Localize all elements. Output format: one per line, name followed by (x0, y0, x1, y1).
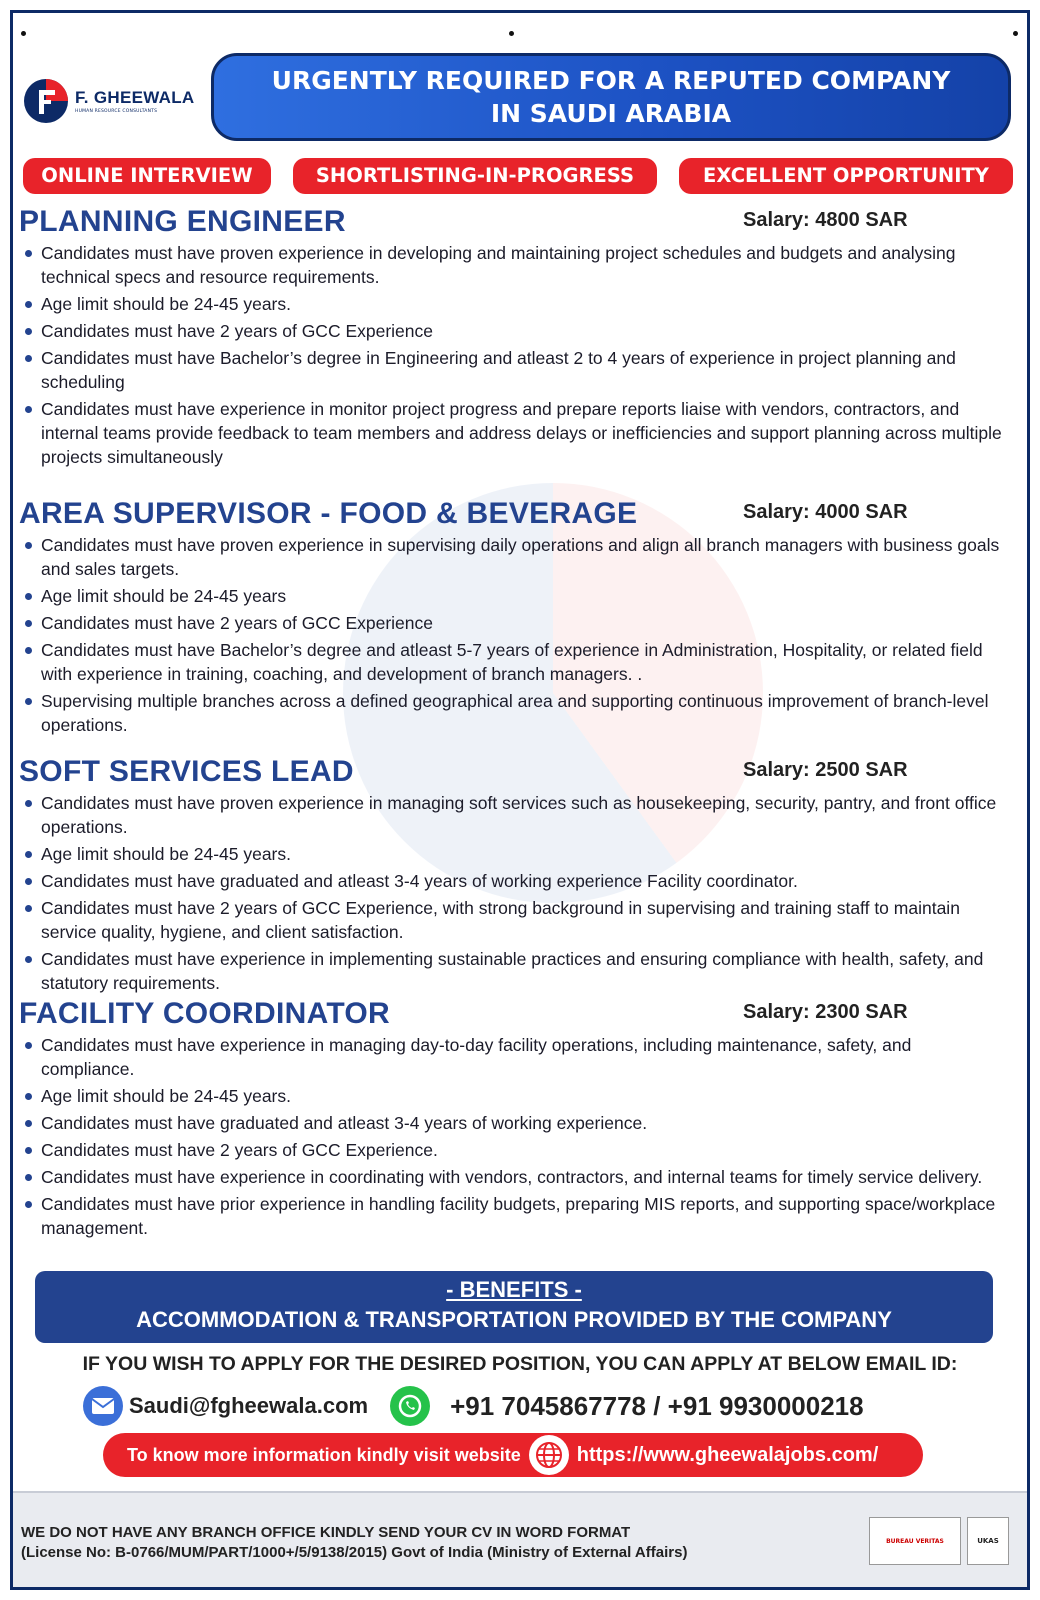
benefits-heading: - BENEFITS - (446, 1277, 582, 1302)
list-item: Candidates must have graduated and atleast 3-4 years of working experience. (19, 1111, 1009, 1135)
requirements-list (19, 791, 1009, 995)
list-item: Candidates must have experience in implementing sustainable practices and ensuring compliance with health, safety, and statutory requirements. (19, 947, 1009, 995)
footer-line-2: (License No: B-0766/MUM/PART/1000+/5/9138/2015) Govt of India (Ministry of External Affairs) (21, 1544, 688, 1561)
list-item: Candidates must have 2 years of GCC Experience (19, 319, 1009, 343)
apply-instruction: IF YOU WISH TO APPLY FOR THE DESIRED POSITION, YOU CAN APPLY AT BELOW EMAIL ID: (82, 1353, 958, 1375)
tag-online-interview: ONLINE INTERVIEW (23, 158, 271, 194)
job-salary: Salary: 4000 SAR (743, 501, 908, 523)
footer-line-1: WE DO NOT HAVE ANY BRANCH OFFICE KINDLY SEND YOUR CV IN WORD FORMAT (21, 1524, 631, 1541)
status-tags (23, 158, 1013, 194)
list-item: Candidates must have Bachelor’s degree and atleast 5-7 years of experience in Administration, Hospitality, or related field with experience in training, coaching, and development of branch managers. . (19, 638, 1009, 686)
list-item: Candidates must have proven experience in managing soft services such as housekeeping, security, pantry, and front office operations. (19, 791, 1009, 839)
list-item: Candidates must have prior experience in handling facility budgets, preparing MIS reports, and supporting space/workplace management. (19, 1192, 1009, 1240)
job-title: SOFT SERVICES LEAD (19, 755, 354, 788)
job-soft-services-lead (19, 755, 1009, 998)
list-item: Age limit should be 24-45 years. (19, 292, 1009, 316)
job-salary: Salary: 2300 SAR (743, 1001, 908, 1023)
bureau-veritas-badge: BUREAU VERITAS (869, 1517, 961, 1565)
footer-notice (21, 1523, 687, 1563)
logo-subtitle: HUMAN RESOURCE CONSULTANTS (75, 109, 158, 114)
benefits-banner (35, 1271, 993, 1343)
list-item: Age limit should be 24-45 years (19, 584, 1009, 608)
contact-row (83, 1383, 983, 1429)
list-item: Candidates must have Bachelor’s degree in Engineering and atleast 2 to 4 years of experience in project planning and scheduling (19, 346, 1009, 394)
job-title: FACILITY COORDINATOR (19, 997, 391, 1030)
globe-icon (529, 1435, 569, 1475)
company-logo (21, 71, 211, 131)
list-item: Candidates must have experience in managing day-to-day facility operations, including maintenance, safety, and compliance. (19, 1033, 1009, 1081)
headline-banner (211, 53, 1011, 141)
requirements-list (19, 241, 1009, 469)
list-item: Candidates must have 2 years of GCC Experience, with strong background in supervising and training staff to maintain service quality, hygiene, and client satisfaction. (19, 896, 1009, 944)
banner-line-2: IN SAUDI ARABIA (490, 99, 732, 128)
logo-name: F. GHEEWALA (75, 88, 195, 107)
job-title: AREA SUPERVISOR - FOOD & BEVERAGE (19, 497, 638, 530)
list-item: Age limit should be 24-45 years. (19, 842, 1009, 866)
job-area-supervisor (19, 497, 1009, 740)
gheewala-logo-icon (21, 76, 71, 126)
list-item: Supervising multiple branches across a defined geographical area and supporting continuous improvement of branch-level operations. (19, 689, 1009, 737)
list-item: Candidates must have experience in coordinating with vendors, contractors, and internal teams for timely service delivery. (19, 1165, 1009, 1189)
corner-dot (1013, 31, 1018, 36)
tag-excellent-opportunity: EXCELLENT OPPORTUNITY (679, 158, 1013, 194)
banner-line-1: URGENTLY REQUIRED FOR A REPUTED COMPANY (271, 66, 951, 95)
whatsapp-icon (390, 1386, 430, 1426)
list-item: Candidates must have proven experience in developing and maintaining project schedules and budgets and analysing technical specs and resource requirements. (19, 241, 1009, 289)
website-url[interactable]: https://www.gheewalajobs.com/ (576, 1443, 879, 1466)
requirements-list (19, 533, 1009, 737)
certification-badges (869, 1517, 1009, 1565)
website-label: To know more information kindly visit website (127, 1444, 521, 1465)
requirements-list (19, 1033, 1009, 1240)
job-salary: Salary: 4800 SAR (743, 209, 908, 231)
list-item: Candidates must have 2 years of GCC Experience (19, 611, 1009, 635)
email-address[interactable]: Saudi@fgheewala.com (129, 1393, 369, 1418)
email-icon (83, 1386, 123, 1426)
job-facility-coordinator (19, 997, 1009, 1243)
ukas-badge: UKAS (967, 1517, 1009, 1565)
corner-dot (509, 31, 514, 36)
job-salary: Salary: 2500 SAR (743, 759, 908, 781)
benefits-text: ACCOMMODATION & TRANSPORTATION PROVIDED BY THE COMPANY (136, 1307, 892, 1332)
list-item: Candidates must have proven experience in supervising daily operations and align all branch managers with business goals and sales targets. (19, 533, 1009, 581)
job-title: PLANNING ENGINEER (19, 205, 346, 238)
footer (13, 1491, 1027, 1587)
website-bar (103, 1433, 923, 1477)
phone-numbers[interactable]: +91 7045867778 / +91 9930000218 (450, 1390, 864, 1421)
list-item: Age limit should be 24-45 years. (19, 1084, 1009, 1108)
corner-dot (21, 31, 26, 36)
list-item: Candidates must have 2 years of GCC Experience. (19, 1138, 1009, 1162)
tag-shortlisting: SHORTLISTING-IN-PROGRESS (293, 158, 657, 194)
job-planning-engineer (19, 205, 1009, 472)
list-item: Candidates must have graduated and atleast 3-4 years of working experience Facility coordinator. (19, 869, 1009, 893)
poster-frame (10, 10, 1030, 1590)
list-item: Candidates must have experience in monitor project progress and prepare reports liaise with vendors, contractors, and internal teams provide feedback to team members and address delays or inefficiencies and support planning across multiple projects simultaneously (19, 397, 1009, 469)
